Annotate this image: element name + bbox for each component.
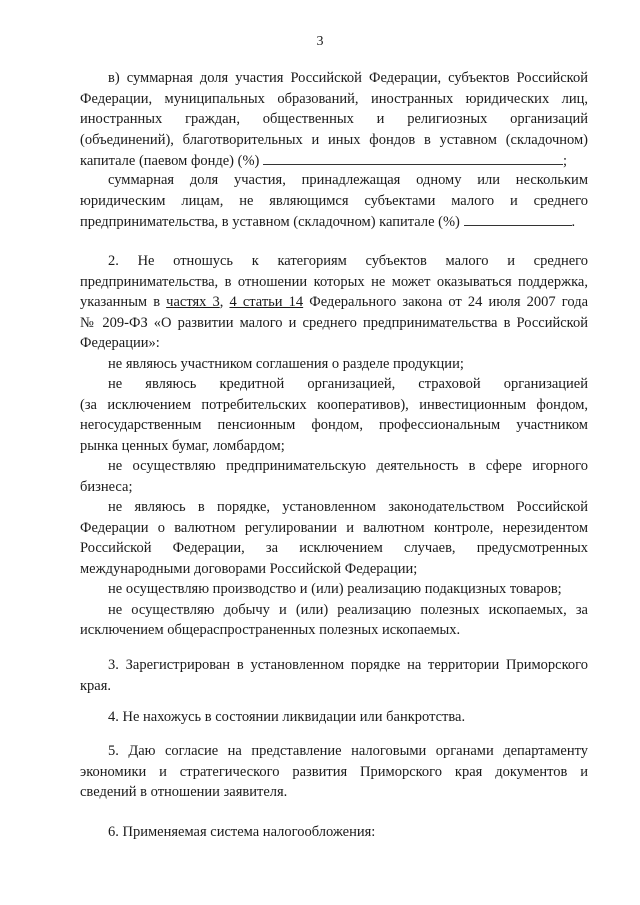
line-suffix: . bbox=[571, 214, 576, 230]
text-line: иностранных граждан, общественных и религиозных организаций bbox=[80, 111, 588, 127]
text-line: международными договорами Российской Федерации; bbox=[80, 560, 418, 577]
item-2-paragraph bbox=[80, 251, 588, 641]
text-line: сведений в отношении заявителя. bbox=[80, 784, 288, 800]
text-line: бизнеса; bbox=[80, 478, 133, 495]
text-line: (за исключением потребительских кооперативов), инвестиционным фондом, bbox=[80, 396, 588, 413]
line-text: , bbox=[219, 294, 230, 310]
text-line: (объединений), благотворительных и иных фондов в уставном (складочном) bbox=[80, 131, 588, 148]
line-prefix: капитале (паевом фонде) (%) bbox=[80, 153, 260, 169]
text-line bbox=[80, 150, 588, 172]
text-line: юридическим лицам, не являющимся субъектами малого и среднего bbox=[80, 192, 588, 209]
law-part-3-link[interactable]: частях 3 bbox=[166, 294, 220, 310]
text-line: 3. Зарегистрирован в установленном порядке на территории Приморского bbox=[108, 657, 588, 673]
text-line: Федерации, муниципальных образований, иностранных юридических лиц, bbox=[80, 90, 588, 107]
text-line: № 209-ФЗ «О развитии малого и среднего предпринимательства в Российской bbox=[80, 314, 588, 331]
law-article-14-link[interactable]: 4 статьи 14 bbox=[229, 294, 304, 310]
item-6-paragraph bbox=[80, 822, 588, 843]
line-text: Федерального закона от 24 июля 2007 года bbox=[303, 294, 589, 310]
bullet-item: не являюсь участником соглашения о разделе продукции; bbox=[108, 355, 464, 372]
section-v-paragraph bbox=[80, 68, 588, 172]
text-line: исключением общераспространенных полезных ископаемых. bbox=[80, 622, 461, 638]
share-blank-field[interactable] bbox=[263, 150, 563, 165]
text-line: не осуществляю предпринимательскую деятельность в сфере игорного bbox=[108, 458, 588, 474]
item-4-paragraph bbox=[80, 707, 588, 728]
text-line: рынка ценных бумаг, ломбардом; bbox=[80, 437, 285, 454]
text-line: не осуществляю добычу и (или) реализацию полезных ископаемых, за bbox=[108, 601, 588, 618]
line-text: указанным в bbox=[80, 294, 167, 310]
text-line: 5. Даю согласие на представление налоговыми органами департаменту bbox=[108, 743, 588, 759]
text-line: 4. Не нахожусь в состоянии ликвидации или банкротства. bbox=[108, 709, 466, 725]
text-line: 6. Применяемая система налогообложения: bbox=[108, 824, 376, 840]
text-line: Российской Федерации, за исключением случаев, предусмотренных bbox=[80, 540, 588, 556]
text-line: Федерации»: bbox=[80, 335, 160, 351]
text-line: Федерации о валютном регулировании и валютном контроле, нерезидентом bbox=[80, 519, 588, 536]
text-line: края. bbox=[80, 677, 112, 694]
text-line: суммарная доля участия, принадлежащая одному или нескольким bbox=[108, 172, 588, 188]
bullet-item: не осуществляю производство и (или) реализацию подакцизных товаров; bbox=[108, 581, 562, 597]
text-line: не являюсь кредитной организацией, страховой организацией bbox=[108, 376, 588, 392]
text-line bbox=[80, 292, 588, 313]
line-suffix: ; bbox=[562, 153, 568, 169]
text-line bbox=[80, 211, 588, 233]
item-5-paragraph bbox=[80, 741, 588, 803]
text-line: не являюсь в порядке, установленном законодательством Российской bbox=[108, 499, 588, 515]
line-prefix: предпринимательства, в уставном (складочном) капитале (%) bbox=[80, 214, 460, 230]
text-line: предпринимательства, в отношении которых не может оказываться поддержка, bbox=[80, 273, 588, 290]
page-number: 3 bbox=[316, 34, 324, 49]
text-line: 2. Не отношусь к категориям субъектов малого и среднего bbox=[108, 253, 588, 269]
item-3-paragraph bbox=[80, 655, 588, 696]
legal-share-blank-field[interactable] bbox=[464, 211, 572, 226]
text-line: негосударственным пенсионным фондом, профессиональным участником bbox=[80, 417, 588, 433]
section-v2-paragraph bbox=[80, 170, 588, 233]
text-line: в) суммарная доля участия Российской Федерации, субъектов Российской bbox=[108, 70, 588, 86]
text-line: экономики и стратегического развития Приморского края документов и bbox=[80, 763, 588, 780]
